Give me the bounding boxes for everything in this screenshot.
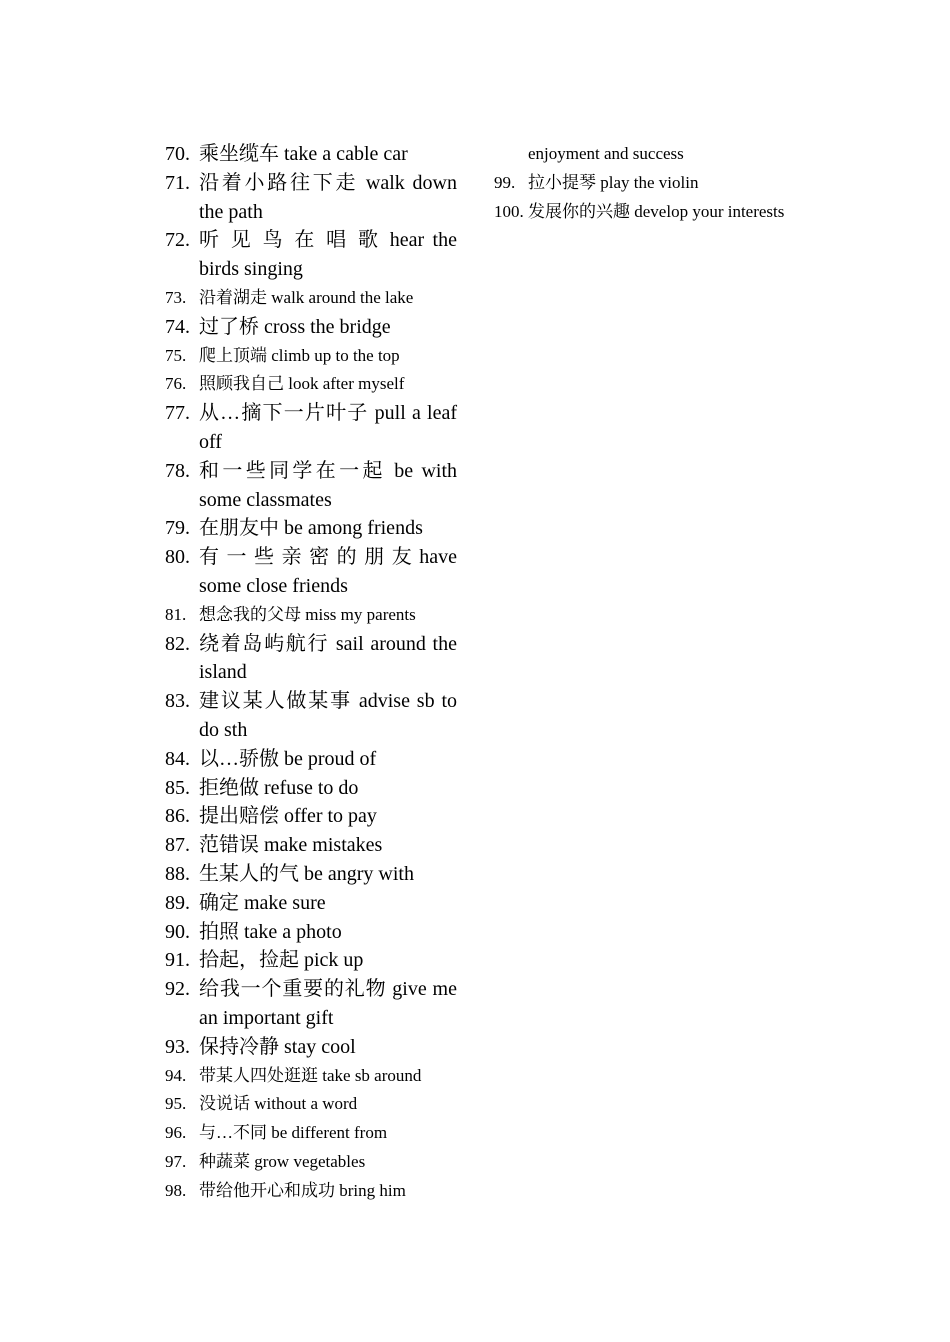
list-item-83 — [165, 687, 457, 745]
item-number: 85. — [165, 776, 190, 799]
item-98-continuation: enjoyment and success — [528, 144, 684, 163]
list-item-73 — [165, 284, 457, 313]
list-item-98 — [165, 1177, 457, 1206]
item-number: 94. — [165, 1065, 187, 1085]
item-number: 82. — [165, 632, 190, 655]
list-item-91 — [165, 946, 457, 975]
item-phrase: 带给他开心和成功 bring him — [199, 1180, 406, 1200]
item-phrase: 生某人的气 be angry with — [199, 862, 414, 885]
item-number: 91. — [165, 949, 190, 972]
list-item-82 — [165, 630, 457, 688]
item-phrase: 听 见 鸟 在 唱 歌 hear the birds singing — [199, 229, 457, 281]
item-number: 71. — [165, 171, 190, 194]
item-number: 93. — [165, 1035, 190, 1058]
item-number: 96. — [165, 1123, 187, 1143]
item-number: 87. — [165, 834, 190, 857]
vocabulary-list-left-column — [165, 140, 457, 1205]
list-item-93 — [165, 1033, 457, 1062]
list-item-77 — [165, 399, 457, 457]
list-item-97 — [165, 1148, 457, 1177]
item-number: 88. — [165, 862, 190, 885]
item-number: 86. — [165, 805, 190, 828]
item-number: 99. — [494, 172, 516, 192]
list-item-90 — [165, 918, 457, 947]
item-phrase: 以…骄傲 be proud of — [199, 747, 377, 770]
item-number: 95. — [165, 1094, 187, 1114]
list-item-92 — [165, 975, 457, 1033]
list-item-100 — [494, 198, 786, 227]
item-phrase: 沿着小路往下走 walk down the path — [199, 171, 457, 223]
item-number: 83. — [165, 690, 190, 713]
list-item-81 — [165, 601, 457, 630]
list-item-84 — [165, 745, 457, 774]
item-phrase: 有 一 些 亲 密 的 朋 友 have some close friends — [199, 546, 457, 597]
list-item-85 — [165, 774, 457, 803]
list-item-79 — [165, 514, 457, 543]
item-phrase: 没说话 without a word — [199, 1094, 358, 1114]
item-phrase: 绕着岛屿航行 sail around the island — [199, 632, 457, 684]
item-number: 75. — [165, 345, 187, 365]
item-phrase: 保持冷静 stay cool — [199, 1035, 356, 1058]
item-phrase: 发展你的兴趣 develop your interests — [528, 201, 785, 221]
item-number: 81. — [165, 604, 187, 624]
list-item-87 — [165, 831, 457, 860]
item-phrase: 拉小提琴 play the violin — [528, 172, 699, 192]
item-number: 74. — [165, 315, 190, 338]
list-item-76 — [165, 370, 457, 399]
item-phrase: 乘坐缆车 take a cable car — [199, 143, 408, 165]
item-phrase: 范错误 make mistakes — [199, 834, 383, 857]
item-number: 76. — [165, 374, 187, 394]
item-number: 97. — [165, 1151, 187, 1171]
vocabulary-list-right-column — [494, 140, 786, 226]
item-phrase: 从…摘下一片叶子 pull a leaf off — [199, 402, 457, 453]
item-phrase: 拒绝做 refuse to do — [199, 776, 359, 799]
list-item-71 — [165, 169, 457, 227]
item-phrase: 过了桥 cross the bridge — [199, 315, 391, 338]
item-phrase: 确定 make sure — [199, 891, 326, 914]
list-item-88 — [165, 860, 457, 889]
item-number: 73. — [165, 287, 187, 307]
list-item-80 — [165, 543, 457, 601]
item-number: 92. — [165, 978, 190, 1001]
item-phrase: 照顾我自己 look after myself — [199, 374, 405, 394]
list-item-94 — [165, 1062, 457, 1091]
item-phrase: 拾起，捡起 pick up — [199, 949, 364, 972]
item-phrase: 在朋友中 be among friends — [199, 517, 423, 540]
item-phrase: 沿着湖走 walk around the lake — [199, 287, 414, 307]
item-phrase: 爬上顶端 climb up to the top — [199, 345, 400, 365]
list-item-96 — [165, 1119, 457, 1148]
item-number: 72. — [165, 229, 190, 252]
item-phrase: 与…不同 be different from — [199, 1123, 388, 1143]
item-number: 100. — [494, 201, 524, 221]
item-number: 77. — [165, 402, 190, 425]
item-phrase: 给我一个重要的礼物 give me an important gift — [199, 978, 457, 1029]
list-item-72 — [165, 226, 457, 284]
item-number: 89. — [165, 891, 190, 914]
item-phrase: 拍照 take a photo — [199, 920, 342, 943]
item-phrase: 带某人四处逛逛 take sb around — [199, 1065, 422, 1085]
item-number: 70. — [165, 143, 190, 165]
list-item-78 — [165, 457, 457, 515]
item-number: 84. — [165, 747, 190, 770]
item-number: 78. — [165, 459, 190, 482]
list-item-95 — [165, 1090, 457, 1119]
item-number: 79. — [165, 517, 190, 540]
list-item-99 — [494, 169, 786, 198]
list-item-70 — [165, 140, 457, 169]
item-phrase: 想念我的父母 miss my parents — [199, 604, 416, 624]
item-phrase: 提出赔偿 offer to pay — [199, 805, 377, 828]
item-number: 90. — [165, 920, 190, 943]
item-phrase: 建议某人做某事 advise sb to do sth — [199, 690, 457, 741]
list-item-75 — [165, 342, 457, 371]
item-phrase: 和一些同学在一起 be with some classmates — [199, 459, 457, 511]
item-number: 98. — [165, 1180, 187, 1200]
list-item-89 — [165, 889, 457, 918]
item-phrase: 种蔬菜 grow vegetables — [199, 1151, 366, 1171]
list-item-74 — [165, 313, 457, 342]
item-number: 80. — [165, 546, 190, 569]
list-item-86 — [165, 802, 457, 831]
